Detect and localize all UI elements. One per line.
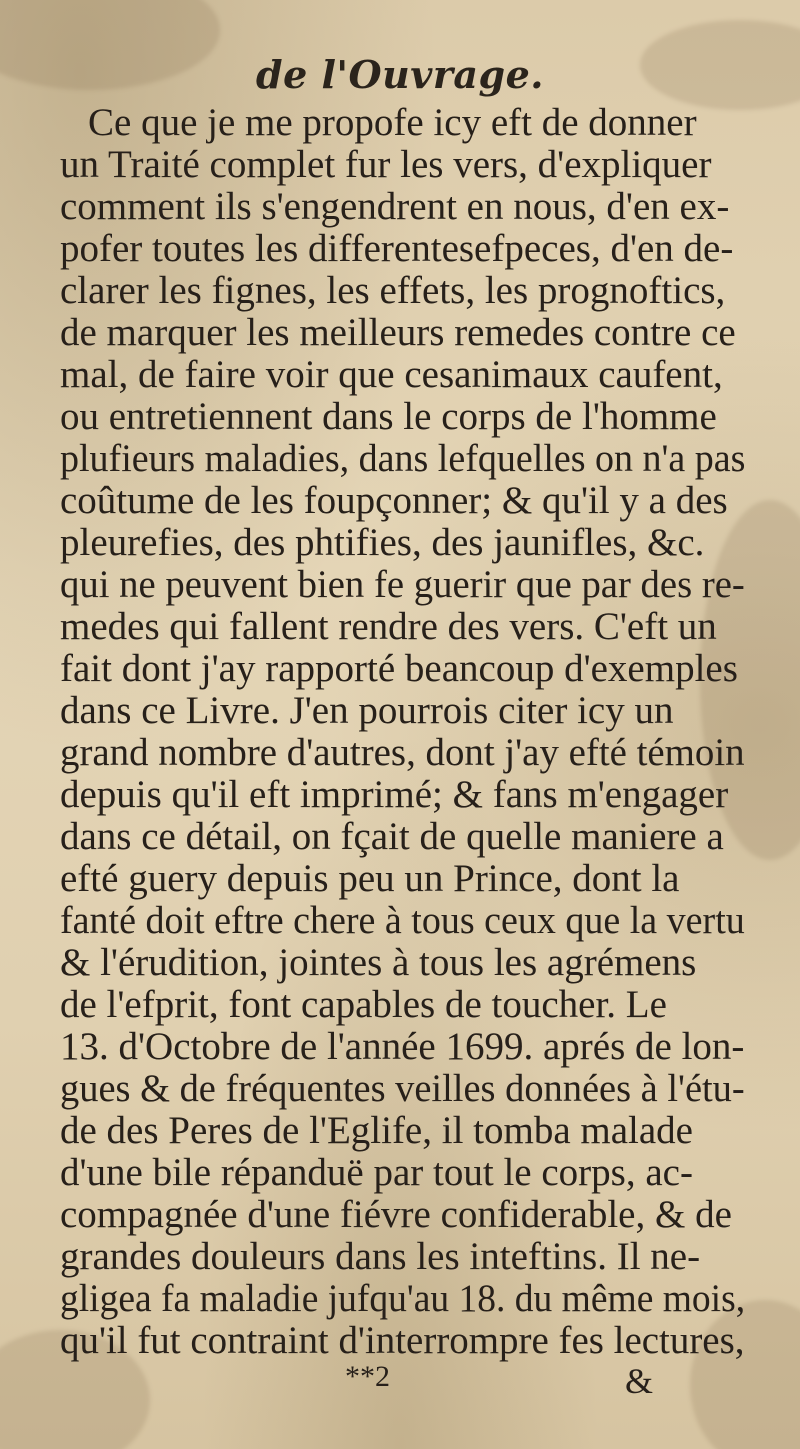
text-line: gligea fa maladie jufqu'au 18. du même mois,: [60, 1277, 746, 1320]
text-line: dans ce Livre. J'en pourrois citer icy un: [60, 689, 674, 732]
signature-mark: **2: [345, 1360, 390, 1393]
text-line: gues & de fréquentes veilles données à l'étu-: [60, 1067, 745, 1110]
text-line: mal, de faire voir que cesanimaux caufent,: [60, 353, 723, 396]
text-line: qui ne peuvent bien fe guerir que par des re-: [60, 563, 745, 606]
text-line: pleurefies, des phtifies, des jaunifles, &c.: [60, 521, 705, 564]
text-line: dans ce détail, on fçait de quelle maniere a: [60, 815, 724, 858]
text-line: clarer les fignes, les effets, les prognoftics,: [60, 269, 726, 312]
text-line: coûtume de les foupçonner; & qu'il y a des: [60, 479, 728, 522]
text-line: grandes douleurs dans les inteftins. Il ne-: [60, 1235, 701, 1278]
text-line: plufieurs maladies, dans lefquelles on n'a pas: [60, 437, 746, 480]
text-line: grand nombre d'autres, dont j'ay efté témoin: [60, 731, 745, 774]
text-line: de des Peres de l'Eglife, il tomba malade: [60, 1109, 693, 1152]
catchword: &: [625, 1361, 654, 1401]
text-line: un Traité complet fur les vers, d'expliquer: [60, 143, 712, 186]
text-line: de marquer les meilleurs remedes contre ce: [60, 311, 736, 354]
catch-line: [0, 1360, 800, 1406]
text-line: & l'érudition, jointes à tous les agrémens: [60, 941, 697, 984]
text-line: comment ils s'engendrent en nous, d'en ex-: [60, 185, 730, 228]
text-line: fanté doit eftre chere à tous ceux que la vertu: [60, 899, 745, 942]
text-line: medes qui fallent rendre des vers. C'eft un: [60, 605, 717, 648]
running-head: de l'Ouvrage.: [256, 52, 544, 97]
text-line: Ce que je me propofe icy eft de donner: [88, 101, 697, 144]
text-line: de l'efprit, font capables de toucher. Le: [60, 983, 667, 1026]
text-line: ou entretiennent dans le corps de l'homme: [60, 395, 717, 438]
text-line: pofer toutes les differentesefpeces, d'en de-: [60, 227, 734, 270]
text-line: d'une bile répanduë par tout le corps, ac-: [60, 1151, 693, 1194]
text-line: qu'il fut contraint d'interrompre fes lectures,: [60, 1319, 745, 1362]
text-line: 13. d'Octobre de l'année 1699. aprés de lon-: [60, 1025, 745, 1068]
text-line: efté guery depuis peu un Prince, dont la: [60, 857, 680, 900]
text-line: depuis qu'il eft imprimé; & fans m'engager: [60, 773, 729, 816]
text-line: fait dont j'ay rapporté beancoup d'exemples: [60, 647, 738, 690]
text-line: compagnée d'une fiévre confiderable, & de: [60, 1193, 732, 1236]
